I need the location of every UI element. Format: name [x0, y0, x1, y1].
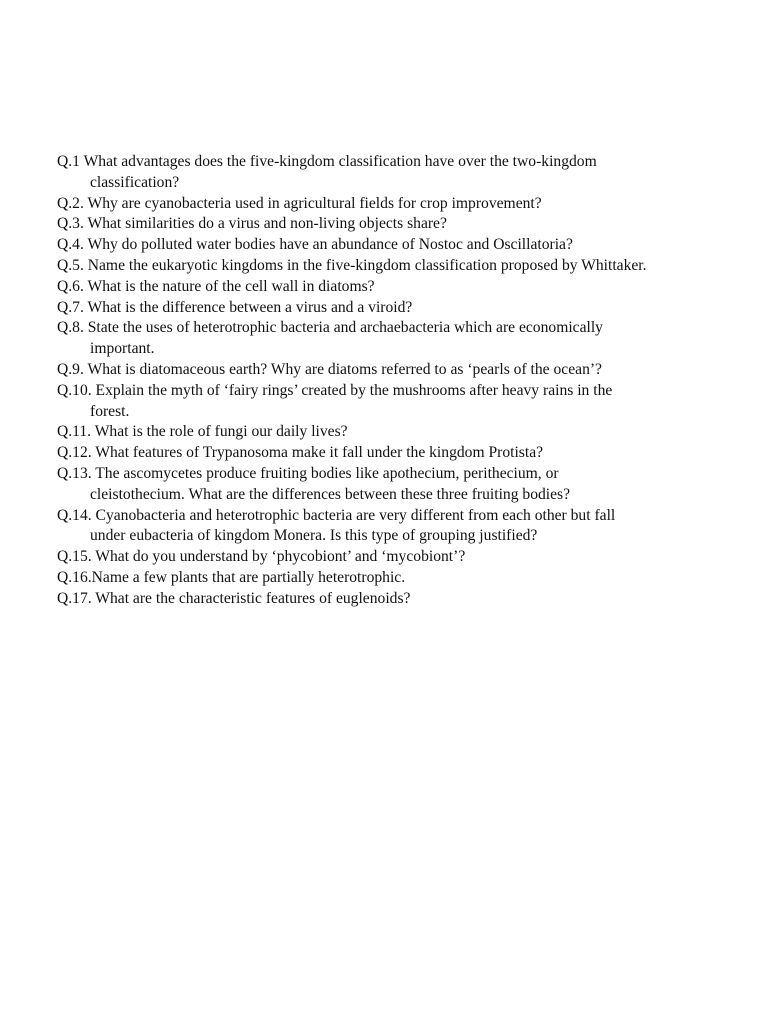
question-text: Q.2. Why are cyanobacteria used in agricultural fields for crop improvement?: [57, 194, 542, 212]
question-list: [57, 152, 737, 610]
question-text: Q.4. Why do polluted water bodies have an abundance of Nostoc and Oscillatoria?: [57, 236, 573, 254]
question-item: [57, 277, 737, 298]
question-text: Q.1 What advantages does the five-kingdom classification have over the two-kingdom: [57, 153, 597, 170]
question-item: [57, 235, 737, 256]
question-text-continuation: under eubacteria of kingdom Monera. Is this type of grouping justified?: [90, 527, 538, 545]
question-text: Q.9. What is diatomaceous earth? Why are diatoms referred to as ‘pearls of the ocean’?: [57, 360, 602, 378]
question-text: Q.16.Name a few plants that are partially heterotrophic.: [57, 568, 406, 586]
question-item: [57, 152, 737, 194]
question-item: [57, 214, 737, 235]
question-text: Q.10. Explain the myth of ‘fairy rings’ created by the mushrooms after heavy rains in the: [57, 381, 613, 399]
question-item: [57, 422, 737, 443]
question-item: [57, 568, 737, 589]
question-item: [57, 547, 737, 568]
question-text: Q.7. What is the difference between a virus and a viroid?: [57, 298, 413, 316]
question-text: Q.14. Cyanobacteria and heterotrophic bacteria are very different from each other but fall: [57, 506, 616, 524]
question-text-continuation: cleistothecium. What are the differences between these three fruiting bodies?: [90, 485, 571, 503]
question-item: [57, 194, 737, 215]
question-item: [57, 506, 737, 548]
question-text: Q.11. What is the role of fungi our daily lives?: [57, 423, 348, 441]
question-item: [57, 381, 737, 423]
question-text: Q.3. What similarities do a virus and non-living objects share?: [57, 215, 447, 233]
question-item: [57, 360, 737, 381]
question-text: Q.17. What are the characteristic features of euglenoids?: [57, 589, 411, 607]
question-text: Q.8. State the uses of heterotrophic bacteria and archaebacteria which are economically: [57, 319, 603, 337]
question-item: [57, 256, 737, 277]
question-text-continuation: forest.: [90, 402, 130, 420]
question-item: [57, 464, 737, 506]
question-item: [57, 318, 737, 360]
question-text: Q.12. What features of Trypanosoma make it fall under the kingdom Protista?: [57, 444, 544, 462]
question-text: Q.5. Name the eukaryotic kingdoms in the five-kingdom classification proposed by Whittaker.: [57, 256, 647, 274]
question-item: [57, 298, 737, 319]
question-text-continuation: important.: [90, 340, 155, 358]
question-text: Q.15. What do you understand by ‘phycobiont’ and ‘mycobiont’?: [57, 548, 466, 566]
question-text: Q.13. The ascomycetes produce fruiting bodies like apothecium, perithecium, or: [57, 464, 559, 482]
question-text-continuation: classification?: [90, 173, 180, 191]
question-item: [57, 589, 737, 610]
question-item: [57, 443, 737, 464]
question-text: Q.6. What is the nature of the cell wall in diatoms?: [57, 277, 375, 295]
